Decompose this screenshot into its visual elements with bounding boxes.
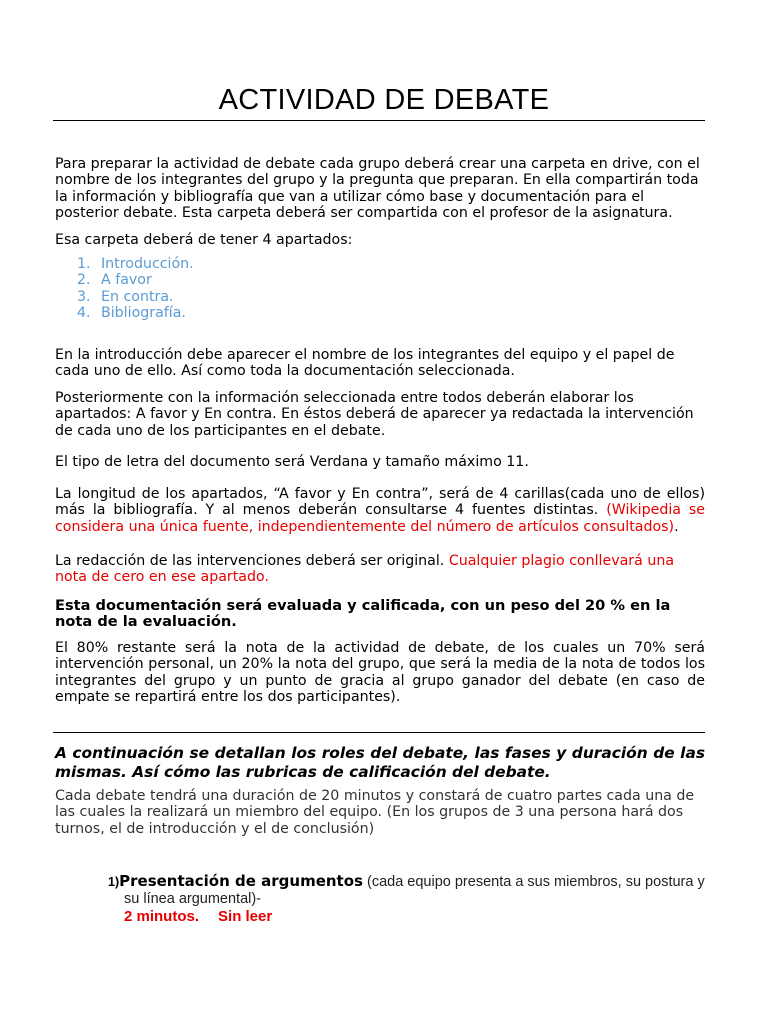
redaction-paragraph: La redacción de las intervenciones deberá ser original. Cualquier plagio conllevará una nota de cero en ese apartado.: [55, 553, 675, 586]
intro-paragraph: Para preparar la actividad de debate cada grupo deberá crear una carpeta en drive, con el nombre de los integrantes del grupo y la pregunta que preparan. En ella compartirán toda la información y bibliografía que van a utilizar cómo base y documentación para el posterior debate. Esta carpeta deberá ser compartida con el profesor de la asignatura.: [55, 156, 700, 222]
list-item: 4. Bibliografía.: [77, 305, 186, 322]
phase-title: Presentación de argumentos: [119, 872, 363, 890]
introduction-paragraph: En la introducción debe aparecer el nombre de los integrantes del equipo y el papel de cada uno de ello. Así como toda la documentación seleccionada.: [55, 347, 675, 380]
wikipedia-note: (Wikipedia se considera una única fuente, independientemente del número de artículos consultados): [55, 502, 706, 535]
phase-description: (cada equipo presenta a sus miembros, su postura y: [362, 874, 705, 890]
section-divider: [53, 732, 705, 733]
title-divider: [53, 120, 705, 121]
evaluation-paragraph: Esta documentación será evaluada y calificada, con un peso del 20 % en la nota de la evaluación.: [55, 597, 671, 631]
font-paragraph: El tipo de letra del documento será Verdana y tamaño máximo 11.: [55, 454, 529, 470]
section-heading: A continuación se detallan los roles del debate, las fases y duración de las mismas. Así cómo las rubricas de calificación del debate.: [55, 744, 705, 781]
grading-paragraph: El 80% restante será la nota de la actividad de debate, de los cuales un 70% será intervención personal, un 20% la nota del grupo, que será la media de la nota de todos los integrantes del grupo y un punto de gracia al grupo ganador del debate (en caso de empate se repartirá entre los dos participantes).: [55, 640, 705, 706]
posterior-paragraph: Posteriormente con la información seleccionada entre todos deberán elaborar los apartados: A favor y En contra. En éstos deberá de aparecer ya redactada la intervención de cada uno de los participantes en el debate.: [55, 390, 694, 439]
length-paragraph: La longitud de los apartados, “A favor y En contra”, será de 4 carillas(cada uno de ellos) más la bibliografía. Y al menos deberán consultarse 4 fuentes distintas. (Wikipedia se considera una única fuente, independientemente del número de artículos consultados).: [55, 486, 706, 535]
sections-list: [77, 256, 194, 322]
page-title: ACTIVIDAD DE DEBATE: [218, 84, 550, 116]
phase-item-1: 1)Presentación de argumentos (cada equipo presenta a sus miembros, su postura y su línea argumental)- 2 minutos. Sin leer: [108, 872, 705, 925]
list-item: 1. Introducción.: [77, 256, 194, 272]
phase-number: 1): [108, 875, 120, 889]
list-item: 2. A favor: [77, 272, 152, 289]
duration-paragraph: Cada debate tendrá una duración de 20 minutos y constará de cuatro partes cada una de las cuales la realizará un miembro del equipo. (En los grupos de 3 una persona hará dos turnos, el de introducción y el de conclusión): [55, 788, 695, 837]
list-item: 3. En contra.: [77, 288, 174, 305]
phase-time: 2 minutos.: [124, 908, 200, 925]
folder-intro: Esa carpeta deberá de tener 4 apartados:: [55, 232, 353, 248]
phase-mode: Sin leer: [218, 908, 273, 925]
plagiarism-warning: Cualquier plagio conllevará una nota de cero en ese apartado.: [55, 553, 675, 586]
